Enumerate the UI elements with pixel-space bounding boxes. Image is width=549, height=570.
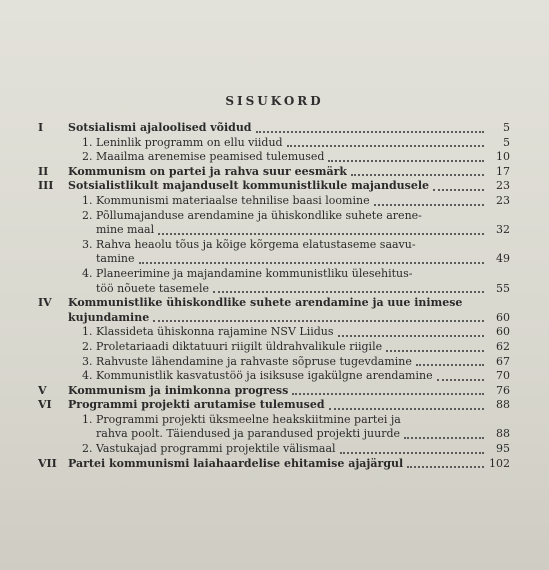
toc-entry <box>38 194 510 209</box>
toc-entry-title: mine maal <box>96 223 155 237</box>
toc-entry <box>38 136 510 151</box>
toc-entry-number: 1. <box>82 193 93 207</box>
toc-entry-title: Kommunismi materiaalse tehnilise baasi loomine <box>96 193 370 207</box>
toc-entry-title: rahva poolt. Täiendused ja parandused projekti juurde <box>96 427 401 441</box>
toc-entry <box>38 150 510 165</box>
toc-entry-page: 60 <box>496 310 510 324</box>
toc-entry-title: Kommunism ja inimkonna progress <box>68 383 289 397</box>
toc-entry-title: Sotsialistlikult majanduselt kommunistlikule majandusele <box>68 179 429 193</box>
leader-dots <box>153 319 484 322</box>
toc-entry-number: VI <box>38 398 52 412</box>
toc-entry-number: 4. <box>82 369 93 383</box>
toc-entry-continued <box>38 282 510 297</box>
toc-entry-page: 60 <box>496 325 510 339</box>
toc-entry-page: 32 <box>496 223 510 237</box>
toc-entry <box>38 165 510 180</box>
toc-entry <box>38 267 510 282</box>
toc-entry-number: 2. <box>82 339 93 353</box>
toc-entry-title: Maailma arenemise peamised tulemused <box>96 150 325 164</box>
toc-entry <box>38 325 510 340</box>
toc-entry-number: 1. <box>82 135 93 149</box>
toc-entry-title: Programmi projekti arutamise tulemused <box>68 398 325 412</box>
leader-dots <box>351 173 484 176</box>
toc-entry <box>38 369 510 384</box>
toc-entry-title: Partei kommunismi laiahaardelise ehitamise ajajärgul <box>68 456 404 470</box>
toc-entry-number: 3. <box>82 354 93 368</box>
toc-entry-title: Vastukajad programmi projektile välismaal <box>96 442 336 456</box>
toc-entry-page: 62 <box>496 339 510 353</box>
leader-dots <box>437 378 484 381</box>
toc-entry-title-line1: Rahva heaolu tõus ja kõige kõrgema elatustaseme saavu- <box>96 237 416 251</box>
toc-entry-title: Kommunistlik kasvatustöö ja isiksuse igakülgne arendamine <box>96 369 433 383</box>
table-of-contents <box>38 121 510 471</box>
toc-entry-page: 55 <box>496 281 510 295</box>
leader-dots <box>213 290 484 293</box>
toc-entry-title: kujundamine <box>68 310 150 324</box>
toc-entry-number: IV <box>38 296 52 310</box>
toc-entry-title: Leninlik programm on ellu viidud <box>96 135 283 149</box>
leader-dots <box>292 392 484 395</box>
toc-entry-number: 1. <box>82 412 93 426</box>
toc-entry-page: 5 <box>503 121 510 134</box>
toc-entry-page: 5 <box>503 135 510 149</box>
toc-entry <box>38 384 510 399</box>
toc-entry-number: V <box>38 383 47 397</box>
page-title: SISUKORD <box>225 94 324 108</box>
toc-entry <box>38 238 510 253</box>
toc-entry-page: 88 <box>496 398 510 412</box>
toc-entry-title-line1: Planeerimine ja majandamine kommunistliku ülesehitus- <box>96 266 413 280</box>
toc-entry <box>38 121 510 136</box>
leader-dots <box>158 232 484 235</box>
toc-entry <box>38 398 510 413</box>
toc-entry-number: I <box>38 121 44 134</box>
toc-entry-number: 2. <box>82 208 93 222</box>
leader-dots <box>287 144 484 147</box>
toc-entry-continued <box>38 427 510 442</box>
leader-dots <box>404 436 484 439</box>
toc-entry-number: 3. <box>82 237 93 251</box>
toc-entry <box>38 413 510 428</box>
toc-entry-continued <box>38 252 510 267</box>
toc-entry-number: 2. <box>82 150 93 164</box>
toc-entry-title: Rahvuste lähendamine ja rahvaste sõpruse tugevdamine <box>96 354 412 368</box>
toc-entry-title-line1: Kommunistlike ühiskondlike suhete arendamine ja uue inimese <box>68 296 463 310</box>
toc-entry-title: Kommunism on partei ja rahva suur eesmärk <box>68 164 348 178</box>
toc-entry-title: Klassideta ühiskonna rajamine NSV Liidus <box>96 325 334 339</box>
leader-dots <box>329 407 484 410</box>
toc-entry-title: töö nõuete tasemele <box>96 281 209 295</box>
toc-entry <box>38 209 510 224</box>
leader-dots <box>386 349 484 352</box>
toc-entry-title: tamine <box>96 252 135 266</box>
toc-entry-title: Sotsialismi ajaloolised võidud <box>68 121 252 134</box>
toc-entry-page: 67 <box>496 354 510 368</box>
toc-entry-number: III <box>38 179 54 193</box>
leader-dots <box>328 159 484 162</box>
toc-entry-number: 1. <box>82 325 93 339</box>
toc-entry-page: 70 <box>496 369 510 383</box>
toc-entry <box>38 442 510 457</box>
toc-entry-number: II <box>38 164 49 178</box>
toc-entry-number: 4. <box>82 266 93 280</box>
toc-entry-continued <box>38 223 510 238</box>
toc-entry-title-line1: Põllumajanduse arendamine ja ühiskondlike suhete arene- <box>96 208 422 222</box>
toc-entry-page: 23 <box>496 179 510 193</box>
leader-dots <box>340 451 484 454</box>
toc-entry <box>38 340 510 355</box>
toc-entry <box>38 179 510 194</box>
leader-dots <box>374 203 484 206</box>
leader-dots <box>139 261 484 264</box>
toc-entry-page: 102 <box>489 456 510 470</box>
toc-entry-number: 2. <box>82 442 93 456</box>
leader-dots <box>407 465 484 468</box>
toc-entry-page: 76 <box>496 383 510 397</box>
toc-entry-continued <box>38 311 510 326</box>
toc-entry-page: 88 <box>496 427 510 441</box>
toc-entry <box>38 355 510 370</box>
toc-entry-title: Proletariaadi diktatuuri riigilt üldrahvalikule riigile <box>96 339 383 353</box>
toc-entry-page: 23 <box>496 193 510 207</box>
toc-entry-number: VII <box>38 456 57 470</box>
leader-dots <box>256 130 484 133</box>
toc-entry-page: 10 <box>496 150 510 164</box>
toc-entry-page: 49 <box>496 252 510 266</box>
toc-entry-page: 95 <box>496 442 510 456</box>
leader-dots <box>338 334 484 337</box>
toc-entry-title-line1: Programmi projekti üksmeelne heakskiitmine partei ja <box>96 412 401 426</box>
toc-entry <box>38 457 510 472</box>
leader-dots <box>433 188 484 191</box>
toc-entry-page: 17 <box>496 164 510 178</box>
leader-dots <box>416 363 484 366</box>
toc-entry <box>38 296 510 311</box>
